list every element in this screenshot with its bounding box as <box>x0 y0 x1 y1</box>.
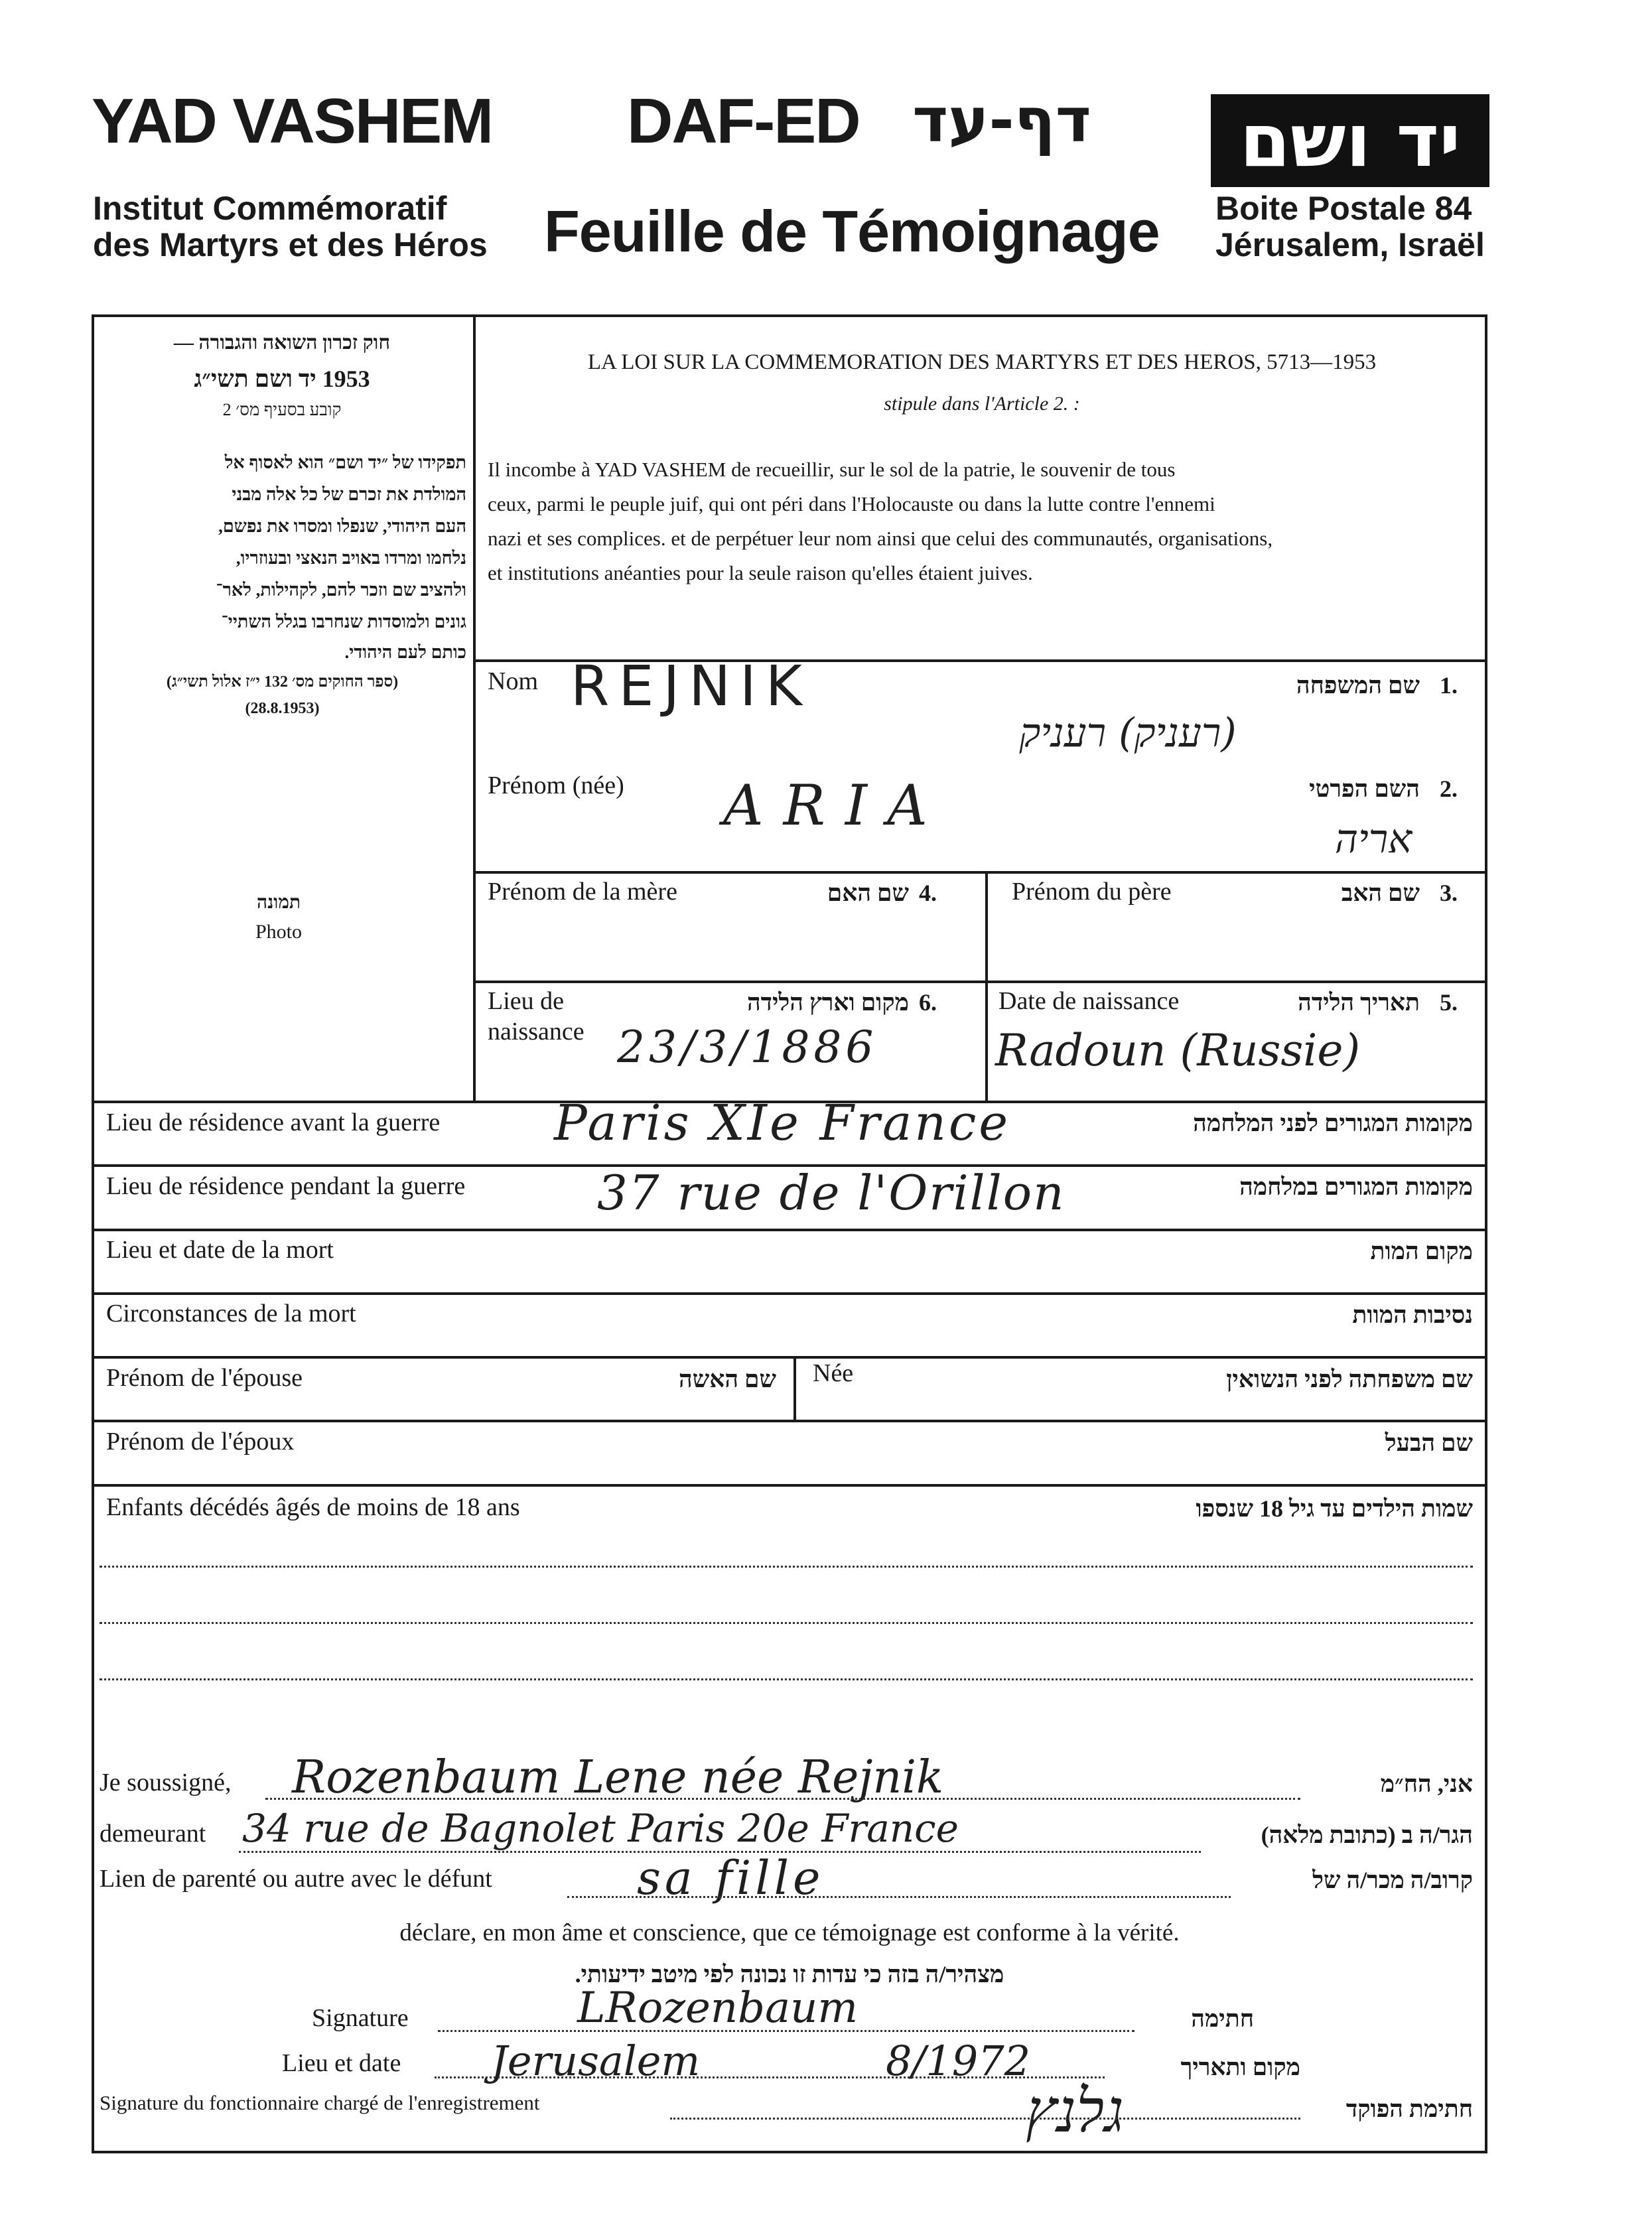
law-french-subtitle: stipule dans l'Article 2. : <box>884 393 1080 415</box>
form-title-hebrew: דף-עד <box>912 85 1091 156</box>
fonctionnaire-label-hebrew: חתימת הפוקד <box>1345 2096 1473 2122</box>
lieu-naissance-label2: naissance <box>488 1018 585 1046</box>
law-french-line3: nazi et ses complices. et de perpétuer leur nom ainsi que celui des communautés, organisations, <box>488 527 1273 550</box>
date-naissance-value[interactable]: Radoun (Russie) <box>995 1025 1361 1076</box>
date-value[interactable]: 8/1972 <box>886 2037 1031 2085</box>
law-hebrew-date: (28.8.1953) <box>245 700 320 717</box>
law-hebrew-line4: נלחמו ומרדו באויב הנאצי ובעוזריו, <box>236 548 466 568</box>
enfants-line-1[interactable] <box>100 1566 1473 1568</box>
nee-label-hebrew: שם משפחתה לפני הנשואין <box>1226 1366 1473 1392</box>
lieu-date-label-hebrew: מקום ותאריך <box>1180 2054 1300 2080</box>
lieu-naissance-label-hebrew: מקום וארץ הלידה <box>746 989 909 1016</box>
epouse-label: Prénom de l'épouse <box>106 1364 303 1392</box>
signature-label-hebrew: חתימה <box>1191 2005 1254 2032</box>
soussigne-label-hebrew: אני, הח״מ <box>1380 1771 1473 1797</box>
pere-label-hebrew: שם האב <box>1341 880 1420 906</box>
yad-vashem-logo: יד ושם <box>1211 94 1489 187</box>
pere-label: Prénom du père <box>1012 878 1172 906</box>
residence-pendant-value[interactable]: 37 rue de l'Orillon <box>597 1165 1066 1221</box>
law-hebrew-line7: כותם לעם היהודי. <box>344 642 466 662</box>
lien-label-hebrew: קרוב/ה מכר/ה של <box>1312 1867 1473 1893</box>
prenom-value-hebrew[interactable]: אריה <box>1334 816 1412 862</box>
law-hebrew-line6: גונים ולמוסדות שנחרבו בגלל השתיי־ <box>221 612 466 632</box>
law-french-line4: et institutions anéanties pour la seule raison qu'elles étaient juives. <box>488 561 1033 584</box>
address-line1: Boite Postale 84 <box>1215 190 1472 227</box>
nom-number: 1. <box>1440 672 1458 699</box>
prenom-label: Prénom (née) <box>488 772 624 799</box>
soussigne-label: Je soussigné, <box>100 1769 232 1796</box>
lieu-value[interactable]: Jerusalem <box>491 2037 701 2085</box>
prenom-number: 2. <box>1440 776 1458 802</box>
photo-label-hebrew: תמונה <box>256 892 301 913</box>
epoux-label: Prénom de l'époux <box>106 1428 295 1455</box>
form-title-latin: DAF-ED <box>627 86 860 157</box>
lien-label: Lien de parenté ou autre avec le défunt <box>100 1865 492 1893</box>
form-title: Feuille de Témoignage <box>544 198 1160 264</box>
mere-number: 4. <box>919 880 937 906</box>
lien-value[interactable]: sa fille <box>637 1851 825 1905</box>
org-name: YAD VASHEM <box>92 86 493 157</box>
law-french-line2: ceux, parmi le peuple juif, qui ont péri dans l'Holocauste ou dans la lutte contre l'ennemi <box>488 492 1215 515</box>
soussigne-value[interactable]: Rozenbaum Lene née Rejnik <box>292 1751 944 1804</box>
date-naissance-number: 5. <box>1440 989 1458 1016</box>
lieu-naissance-number: 6. <box>919 989 937 1016</box>
demeurant-label: demeurant <box>100 1820 206 1848</box>
law-hebrew-title2: 1953 יד ושם תשי״ג <box>194 366 370 392</box>
residence-avant-label: Lieu de résidence avant la guerre <box>106 1109 441 1136</box>
institute-line2: des Martyrs et des Héros <box>93 226 488 263</box>
law-hebrew-ref: (ספר החוקים מס׳ 132 י״ז אלול תשי״ג) <box>166 673 399 691</box>
law-hebrew-line1: תפקידו של ״יד ושם״ הוא לאסוף אל <box>224 452 466 472</box>
enfants-line-3[interactable] <box>100 1678 1473 1680</box>
enfants-line-2[interactable] <box>100 1622 1473 1624</box>
lieu-naissance-label1: Lieu de <box>488 987 565 1015</box>
nee-label: Née <box>813 1359 854 1387</box>
nom-label-hebrew: שם המשפחה <box>1296 672 1420 699</box>
nom-label: Nom <box>488 667 538 695</box>
declaration-statement: déclare, en mon âme et conscience, que ce témoignage est conforme à la vérité. <box>399 1919 1180 1946</box>
mere-label: Prénom de la mère <box>488 878 677 906</box>
epouse-label-hebrew: שם האשה <box>679 1366 776 1392</box>
address-line2: Jérusalem, Israël <box>1215 226 1485 263</box>
mere-label-hebrew: שם האם <box>827 880 909 906</box>
residence-avant-value[interactable]: Paris XIe France <box>554 1095 1011 1152</box>
lieu-naissance-value[interactable]: 23/3/1886 <box>617 1022 878 1073</box>
residence-pendant-label: Lieu de résidence pendant la guerre <box>106 1172 466 1200</box>
photo-label: Photo <box>255 921 303 943</box>
institute-line1: Institut Commémoratif <box>93 190 447 227</box>
law-hebrew-line2: המולדת את זכרם של כל אלה מבני <box>232 484 466 504</box>
signature-label: Signature <box>312 2004 409 2032</box>
mort-label-hebrew: מקום המות <box>1370 1238 1473 1264</box>
prenom-value[interactable]: ARIA <box>723 773 947 838</box>
law-french-line1: Il incombe à YAD VASHEM de recueillir, sur le sol de la patrie, le souvenir de tous <box>488 458 1176 481</box>
signature-value[interactable]: LRozenbaum <box>577 1984 859 2033</box>
epoux-label-hebrew: שם הבעל <box>1385 1430 1473 1456</box>
date-naissance-label: Date de naissance <box>998 987 1180 1015</box>
mort-label: Lieu et date de la mort <box>106 1236 334 1264</box>
lieu-date-label: Lieu et date <box>282 2049 401 2077</box>
enfants-label: Enfants décédés âgés de moins de 18 ans <box>106 1493 520 1521</box>
circonstances-label-hebrew: נסיבות המוות <box>1352 1302 1473 1328</box>
pere-number: 3. <box>1440 880 1458 906</box>
demeurant-value[interactable]: 34 rue de Bagnolet Paris 20e France <box>242 1806 959 1851</box>
demeurant-label-hebrew: הגר/ה ב (כתובת מלאה) <box>1261 1822 1473 1848</box>
residence-pendant-label-hebrew: מקומות המגורים במלחמה <box>1239 1174 1473 1200</box>
date-naissance-label-hebrew: תאריך הלידה <box>1298 989 1420 1016</box>
law-hebrew-line5: ולהציב שם וזכר להם, לקהילות, לאר־ <box>216 580 466 600</box>
law-hebrew-line3: העם היהודי, שנפלו ומסרו את נפשם, <box>218 516 466 536</box>
law-hebrew-title3: קובע בסעיף מס׳ 2 <box>222 400 342 419</box>
enfants-label-hebrew: שמות הילדים עד גיל 18 שנספו <box>1196 1495 1473 1522</box>
nom-value-hebrew[interactable]: (רעניק) רעניק <box>1019 710 1237 756</box>
declaration-statement-hebrew: מצהיר/ה בזה כי עדות זו נכונה לפי מיטב ידיעותי. <box>575 1961 1004 1988</box>
prenom-label-hebrew: השם הפרטי <box>1309 776 1420 802</box>
circonstances-label: Circonstances de la mort <box>106 1300 356 1327</box>
nom-value[interactable]: REJNIK <box>571 653 811 718</box>
law-french-title: LA LOI SUR LA COMMEMORATION DES MARTYRS ET DES HEROS, 5713—1953 <box>587 350 1377 374</box>
residence-avant-label-hebrew: מקומות המגורים לפני המלחמה <box>1193 1110 1473 1136</box>
fonctionnaire-value[interactable]: גלנץ <box>1026 2076 1124 2146</box>
law-hebrew-title1: חוק זכרון השואה והגבורה — <box>173 332 391 354</box>
fonctionnaire-label: Signature du fonctionnaire chargé de l'enregistrement <box>100 2091 540 2114</box>
